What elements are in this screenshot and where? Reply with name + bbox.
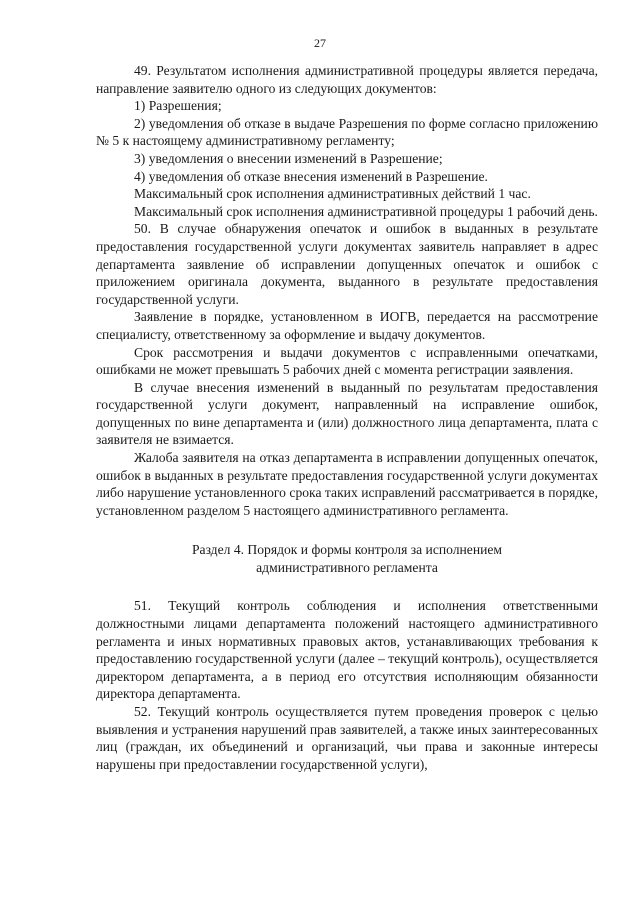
max-time-actions: Максимальный срок исполнения административных действий 1 час. [134,186,531,202]
page-number: 27 [314,36,326,50]
section-heading-line-1: Раздел 4. Порядок и формы контроля за исполнением [191,542,503,558]
max-time-procedure: Максимальный срок исполнения административной процедуры 1 рабочий день. [134,203,598,219]
paragraph-review-term: Срок рассмотрения и выдачи документов с исправленными опечатками, ошибками не может превышать 5 рабочих дней с момента регистрации заявления. [96,344,598,378]
paragraph-complaint: Жалоба заявителя на отказ департамента в исправлении допущенных опечаток, ошибок в выданных в результате предоставления государственной услуги документах либо нарушение установленного срока таких исправлений рассматривается в порядке, установленном разделом 5 настоящего административного регламента. [96,450,598,518]
paragraph-49: 49. Результатом исполнения административной процедуры является передача, направление заявителю одного из следующих документов: [96,63,598,96]
paragraph-51: 51. Текущий контроль соблюдения и исполнения ответственными должностными лицами департамента положений настоящего административного регламента и иных нормативных правовых актов, устанавливающих требования к предоставлению государственной услуги (далее – текущий контроль), осуществляется директором департамента, а в период его отсутствия исполняющим обязанности директора департамента. [96,598,599,702]
paragraph-fee: В случае внесения изменений в выданный по результатам предоставления государственной услуги документ, направленный на исправление ошибок, допущенных по вине департамента и (или) должностного лица департамента, плата с заявителя не взимается. [96,379,598,448]
list-item-3: 3) уведомления о внесении изменений в Разрешение; [134,150,443,166]
section-heading-line-2: административного регламента [256,560,438,576]
paragraph-application: Заявление в порядке, установленном в ИОГВ, передается на рассмотрение специалисту, ответственному за оформление и выдачу документов. [96,309,598,342]
list-item-4: 4) уведомления об отказе внесения изменений в Разрешение. [134,168,488,184]
list-item-1: 1) Разрешения; [134,98,222,114]
paragraph-50: 50. В случае обнаружения опечаток и ошибок в выданных в результате предоставления государственной услуги документах заявитель направляет в адрес департамента заявление об исправлении допущенных опечаток и ошибок с приложением оригинала документа, выданного в результате предоставления государственной услуги. [96,221,598,307]
section-heading [96,541,598,577]
document-body [96,62,598,773]
paragraph-52: 52. Текущий контроль осуществляется путем проведения проверок с целью выявления и устранения нарушений прав заявителей, а также иных заинтересованных лиц (граждан, их объединений и организаций, чьи права и законные интересы нарушены при предоставлении государственной услуги), [96,704,598,772]
list-item-2: 2) уведомления об отказе в выдаче Разрешения по форме согласно приложению № 5 к настоящему административному регламенту; [96,115,598,149]
